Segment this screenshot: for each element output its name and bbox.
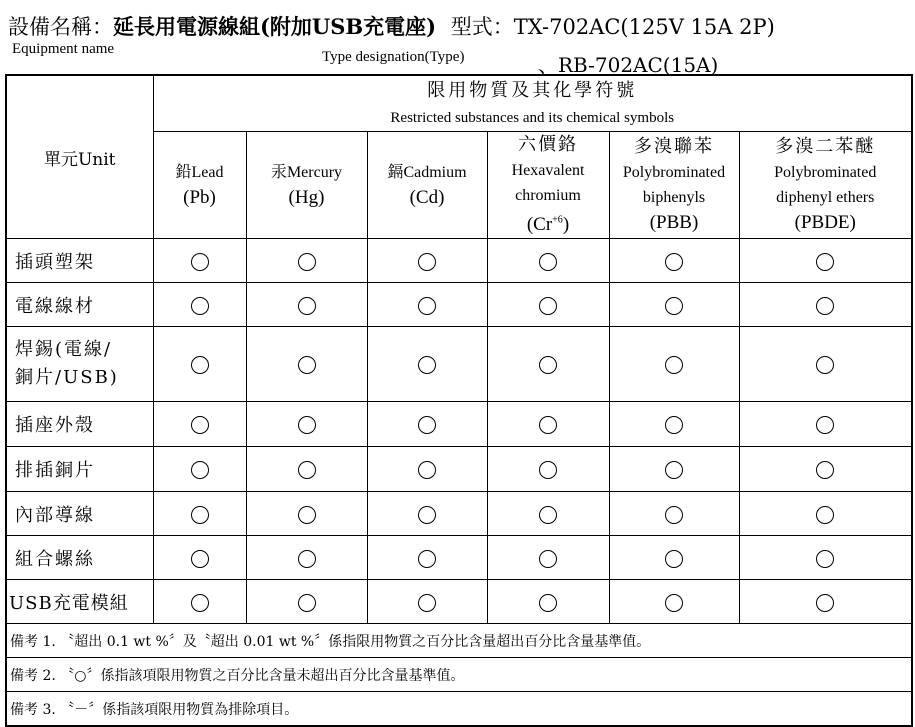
mark-cell <box>367 447 487 492</box>
circle-mark-icon <box>298 550 316 568</box>
circle-mark-icon <box>665 506 683 524</box>
circle-mark-icon <box>539 594 557 612</box>
circle-mark-icon <box>298 253 316 271</box>
mark-cell <box>739 536 912 580</box>
mark-cell <box>487 492 609 536</box>
circle-mark-icon <box>816 297 834 315</box>
mark-cell <box>246 447 367 492</box>
mark-cell <box>246 536 367 580</box>
circle-mark-icon <box>539 356 557 374</box>
circle-mark-icon <box>298 461 316 479</box>
mark-cell <box>153 536 246 580</box>
mark-cell <box>609 239 739 283</box>
mark-cell <box>153 447 246 492</box>
circle-mark-icon <box>665 594 683 612</box>
mark-cell <box>153 283 246 327</box>
circle-mark-icon <box>418 594 436 612</box>
mark-cell <box>246 239 367 283</box>
mark-cell <box>609 536 739 580</box>
circle-mark-icon <box>418 506 436 524</box>
circle-mark-icon <box>816 550 834 568</box>
part-name: 組合螺絲 <box>6 536 153 580</box>
part-name: 焊錫(電線/ 銅片/USB) <box>6 327 153 402</box>
circle-mark-icon <box>539 253 557 271</box>
mark-cell <box>487 239 609 283</box>
circle-mark-icon <box>816 416 834 434</box>
table-row <box>6 239 912 283</box>
mark-cell <box>246 327 367 402</box>
circle-mark-icon <box>191 416 209 434</box>
mark-cell <box>153 402 246 447</box>
unit-header: 單元Unit <box>6 75 153 239</box>
circle-mark-icon <box>298 297 316 315</box>
restricted-header-cn: 限用物質及其化學符號 <box>427 80 638 101</box>
equipment-name-label: 設備名稱： <box>8 15 113 39</box>
equipment-title-line <box>8 11 775 41</box>
part-name: 插座外殼 <box>6 402 153 447</box>
mark-cell <box>487 447 609 492</box>
table-row <box>6 492 912 536</box>
circle-mark-icon <box>665 550 683 568</box>
mark-cell <box>153 580 246 624</box>
part-name: 插頭塑架 <box>6 239 153 283</box>
mark-cell <box>487 283 609 327</box>
mark-cell <box>739 492 912 536</box>
table-row <box>6 447 912 492</box>
circle-mark-icon <box>191 594 209 612</box>
part-name: 電線線材 <box>6 283 153 327</box>
table-row <box>6 402 912 447</box>
mark-cell <box>739 283 912 327</box>
mark-cell <box>367 327 487 402</box>
substance-header-lead: 鉛Lead (Pb) <box>153 132 246 239</box>
circle-mark-icon <box>298 356 316 374</box>
circle-mark-icon <box>191 550 209 568</box>
mark-cell <box>609 402 739 447</box>
substance-header-pbde: 多溴二苯醚 Polybrominated diphenyl ethers (PBDE) <box>739 132 912 239</box>
circle-mark-icon <box>191 461 209 479</box>
mark-cell <box>367 402 487 447</box>
mark-cell <box>367 580 487 624</box>
mark-cell <box>609 327 739 402</box>
circle-mark-icon <box>816 506 834 524</box>
mark-cell <box>609 447 739 492</box>
circle-mark-icon <box>539 550 557 568</box>
restricted-substances-header <box>153 75 912 132</box>
circle-mark-icon <box>418 253 436 271</box>
substance-header-pbb: 多溴聯苯 Polybrominated biphenyls (PBB) <box>609 132 739 239</box>
mark-cell <box>487 536 609 580</box>
circle-mark-icon <box>418 461 436 479</box>
type-label: 型式： <box>450 15 514 39</box>
circle-mark-icon <box>191 506 209 524</box>
equipment-name-label-en: Equipment name <box>12 41 115 57</box>
circle-mark-icon <box>816 594 834 612</box>
equipment-name-value: 延長用電源線組(附加USB充電座) <box>113 14 437 39</box>
mark-cell <box>153 239 246 283</box>
mark-cell <box>609 492 739 536</box>
circle-mark-icon <box>539 461 557 479</box>
table-row <box>6 536 912 580</box>
note-2: 備考 2. 〝○〞係指該項限用物質之百分比含量未超出百分比含量基準值。 <box>6 658 912 692</box>
part-name: 排插銅片 <box>6 447 153 492</box>
circle-mark-icon <box>665 416 683 434</box>
circle-mark-icon <box>191 356 209 374</box>
substance-header-hexavalent-chromium: 六價鉻 Hexavalent chromium $(Cr^{+6})$ <box>487 132 609 239</box>
mark-cell <box>739 447 912 492</box>
circle-mark-icon <box>665 461 683 479</box>
circle-mark-icon <box>418 550 436 568</box>
circle-mark-icon <box>418 356 436 374</box>
part-name: 內部導線 <box>6 492 153 536</box>
restricted-substances-table <box>5 74 913 727</box>
circle-mark-icon <box>298 416 316 434</box>
mark-cell <box>246 580 367 624</box>
mark-cell <box>487 580 609 624</box>
table-row <box>6 580 912 624</box>
substance-header-mercury: 汞Mercury (Hg) <box>246 132 367 239</box>
circle-mark-icon <box>816 356 834 374</box>
type-label-en: Type designation(Type) <box>322 49 465 65</box>
mark-cell <box>367 536 487 580</box>
mark-cell <box>487 402 609 447</box>
mark-cell <box>739 239 912 283</box>
type-value-1: TX-702AC(125V 15A 2P) <box>513 15 775 39</box>
circle-mark-icon <box>298 594 316 612</box>
circle-mark-icon <box>665 356 683 374</box>
circle-mark-icon <box>539 506 557 524</box>
circle-mark-icon <box>298 506 316 524</box>
circle-mark-icon <box>418 297 436 315</box>
circle-mark-icon <box>539 416 557 434</box>
mark-cell <box>487 327 609 402</box>
substance-header-cadmium: 鎘Cadmium (Cd) <box>367 132 487 239</box>
circle-mark-icon <box>816 253 834 271</box>
mark-cell <box>367 239 487 283</box>
mark-cell <box>367 492 487 536</box>
mark-cell <box>153 492 246 536</box>
table-row <box>6 327 912 402</box>
note-3: 備考 3. 〝－〞係指該項限用物質為排除項目。 <box>6 692 912 727</box>
mark-cell <box>609 580 739 624</box>
mark-cell <box>246 283 367 327</box>
note-1: 備考 1. 〝超出 0.1 wt %〞及〝超出 0.01 wt %〞係指限用物質之百分比含量超出百分比含量基準值。 <box>6 624 912 658</box>
circle-mark-icon <box>191 253 209 271</box>
mark-cell <box>739 402 912 447</box>
circle-mark-icon <box>665 297 683 315</box>
mark-cell <box>153 327 246 402</box>
mark-cell <box>367 283 487 327</box>
table-row <box>6 283 912 327</box>
mark-cell <box>246 492 367 536</box>
document-header <box>0 0 915 76</box>
circle-mark-icon <box>191 297 209 315</box>
restricted-header-en: Restricted substances and its chemical symbols <box>390 110 675 126</box>
type-value-2: 、RB-702AC(15A) <box>538 53 719 77</box>
circle-mark-icon <box>539 297 557 315</box>
mark-cell <box>246 402 367 447</box>
circle-mark-icon <box>816 461 834 479</box>
circle-mark-icon <box>665 253 683 271</box>
mark-cell <box>739 327 912 402</box>
mark-cell <box>739 580 912 624</box>
circle-mark-icon <box>418 416 436 434</box>
mark-cell <box>609 283 739 327</box>
part-name: USB充電模組 <box>6 580 153 624</box>
